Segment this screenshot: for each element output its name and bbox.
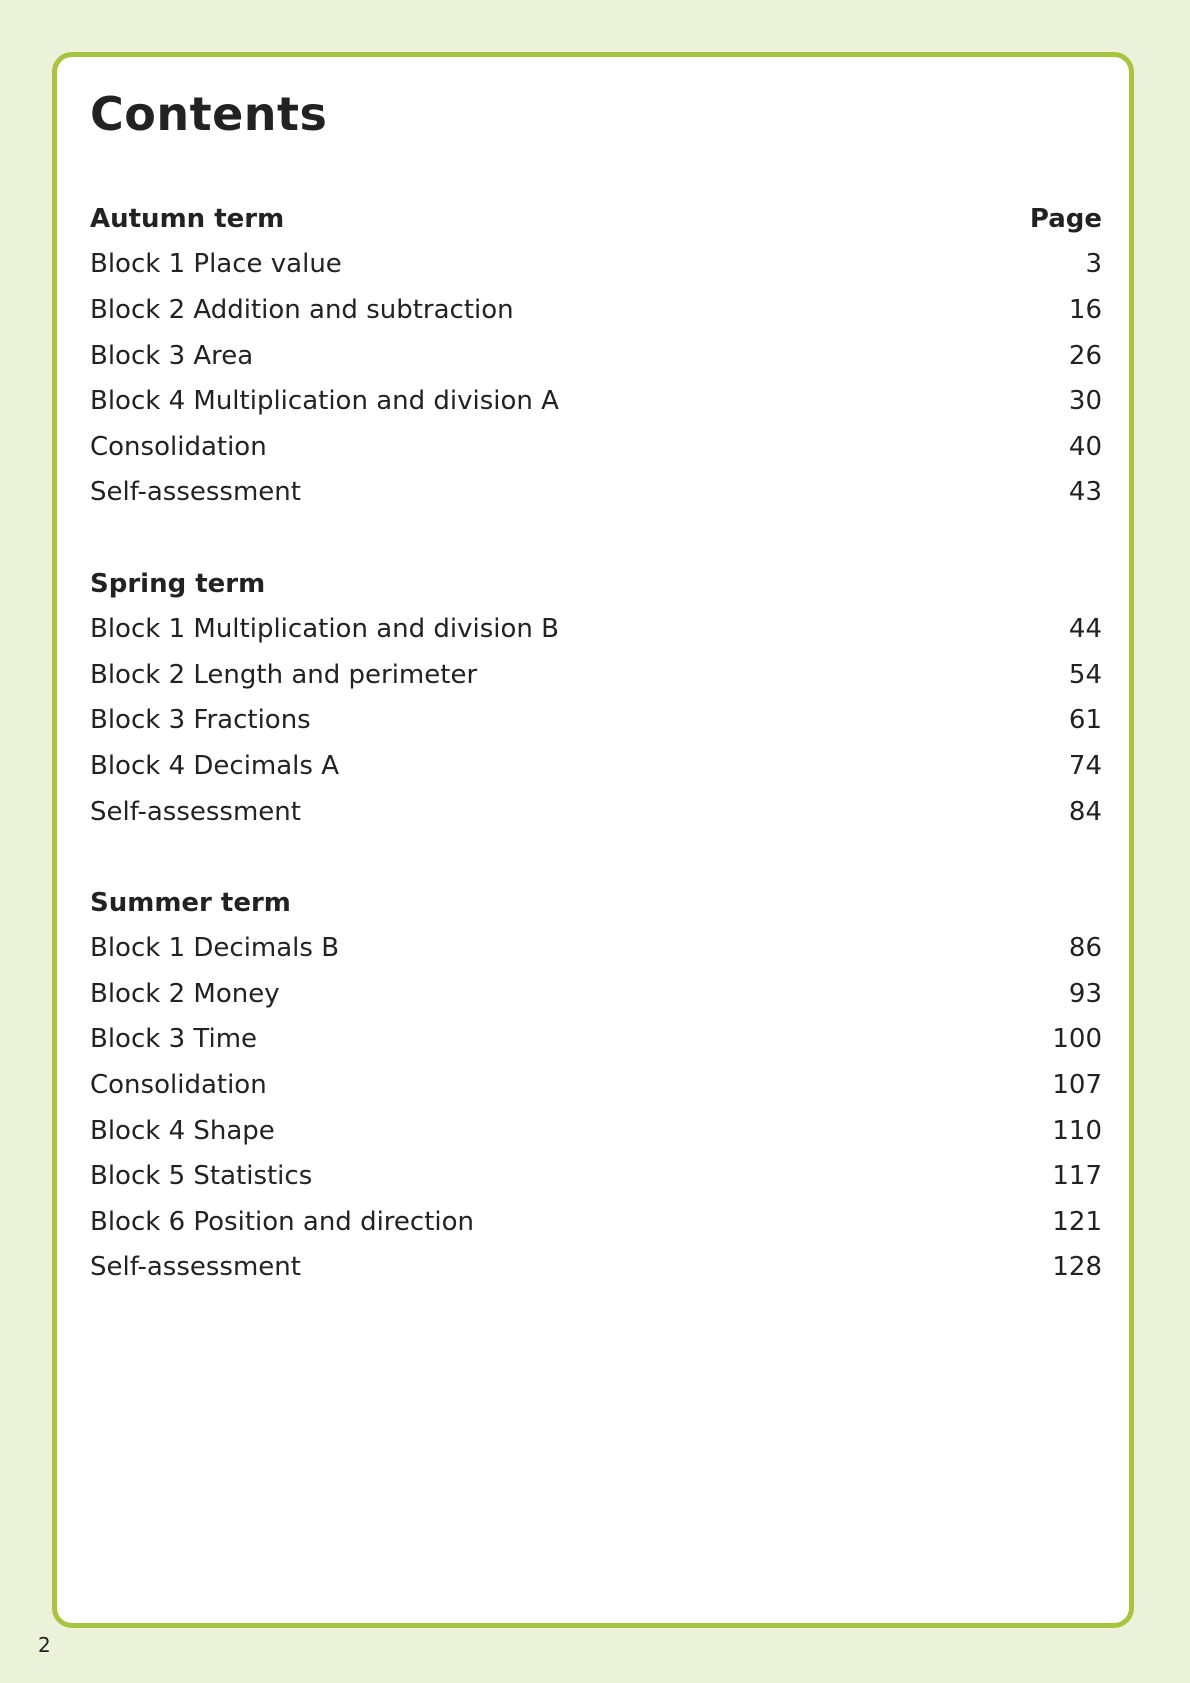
toc-entry-page: 117: [1052, 1161, 1102, 1192]
section-header-summer: [90, 880, 1102, 926]
toc-entry-label: Block 1 Multiplication and division B: [90, 614, 559, 645]
toc-entry-page: 110: [1052, 1115, 1102, 1146]
toc-entry-page: 74: [1068, 750, 1102, 781]
toc-entry-page: 61: [1068, 705, 1102, 736]
toc-entry-label: Self-assessment: [90, 796, 301, 827]
toc-entry-page: 128: [1052, 1252, 1102, 1283]
toc-entry-label: Block 3 Fractions: [90, 705, 311, 736]
toc-entry[interactable]: [90, 1062, 1102, 1108]
toc-entry-page: 84: [1068, 796, 1102, 827]
toc-entry-page: 26: [1068, 340, 1102, 371]
section-spacer: [90, 834, 1102, 880]
toc-entry[interactable]: [90, 606, 1102, 652]
section-title: Spring term: [90, 568, 266, 599]
toc-entry-label: Consolidation: [90, 431, 267, 462]
toc-entry-label: Block 2 Addition and subtraction: [90, 294, 514, 325]
toc-entry[interactable]: [90, 1245, 1102, 1291]
toc-entry-page: 86: [1068, 933, 1102, 964]
toc-entry[interactable]: [90, 743, 1102, 789]
section-title: Autumn term: [90, 203, 285, 234]
toc-entry-page: 16: [1068, 294, 1102, 325]
toc-entry-page: 121: [1052, 1206, 1102, 1237]
section-header-spring: [90, 561, 1102, 607]
toc-entry-label: Block 4 Shape: [90, 1115, 275, 1146]
toc-entry[interactable]: [90, 698, 1102, 744]
toc-entry[interactable]: [90, 424, 1102, 470]
toc-entry[interactable]: [90, 1199, 1102, 1245]
toc-entry[interactable]: [90, 470, 1102, 516]
toc-entry-label: Self-assessment: [90, 1252, 301, 1283]
toc-entry-label: Block 4 Decimals A: [90, 750, 340, 781]
toc-entry[interactable]: [90, 652, 1102, 698]
contents-panel: [52, 52, 1134, 1628]
table-of-contents: [90, 196, 1102, 1290]
toc-entry-label: Block 3 Area: [90, 340, 254, 371]
toc-entry[interactable]: [90, 789, 1102, 835]
toc-entry[interactable]: [90, 333, 1102, 379]
toc-entry[interactable]: [90, 1108, 1102, 1154]
toc-entry[interactable]: [90, 242, 1102, 288]
section-header-autumn: [90, 196, 1102, 242]
footer-page-number: 2: [38, 1633, 51, 1657]
toc-entry-label: Block 6 Position and direction: [90, 1206, 475, 1237]
toc-entry-label: Block 2 Length and perimeter: [90, 659, 478, 690]
toc-entry[interactable]: [90, 1153, 1102, 1199]
toc-entry-label: Consolidation: [90, 1070, 267, 1101]
toc-entry-page: 100: [1052, 1024, 1102, 1055]
toc-entry-label: Self-assessment: [90, 477, 301, 508]
toc-entry-label: Block 4 Multiplication and division A: [90, 386, 559, 417]
toc-entry[interactable]: [90, 971, 1102, 1017]
toc-entry-label: Block 1 Decimals B: [90, 933, 340, 964]
toc-entry-page: 44: [1068, 614, 1102, 645]
toc-entry-label: Block 3 Time: [90, 1024, 258, 1055]
toc-entry-page: 107: [1052, 1070, 1102, 1101]
toc-entry-page: 54: [1068, 659, 1102, 690]
toc-entry-page: 3: [1085, 249, 1102, 280]
toc-entry[interactable]: [90, 1017, 1102, 1063]
toc-entry-page: 93: [1068, 978, 1102, 1009]
page-title: Contents: [90, 87, 328, 141]
toc-entry-label: Block 5 Statistics: [90, 1161, 313, 1192]
toc-entry-label: Block 2 Money: [90, 978, 280, 1009]
toc-entry[interactable]: [90, 378, 1102, 424]
section-spacer: [90, 515, 1102, 561]
toc-entry[interactable]: [90, 926, 1102, 972]
toc-entry-page: 30: [1068, 386, 1102, 417]
section-title: Summer term: [90, 887, 291, 918]
toc-entry-page: 43: [1068, 477, 1102, 508]
page-column-header: Page: [1029, 203, 1102, 234]
toc-entry[interactable]: [90, 287, 1102, 333]
toc-entry-page: 40: [1068, 431, 1102, 462]
toc-entry-label: Block 1 Place value: [90, 249, 342, 280]
